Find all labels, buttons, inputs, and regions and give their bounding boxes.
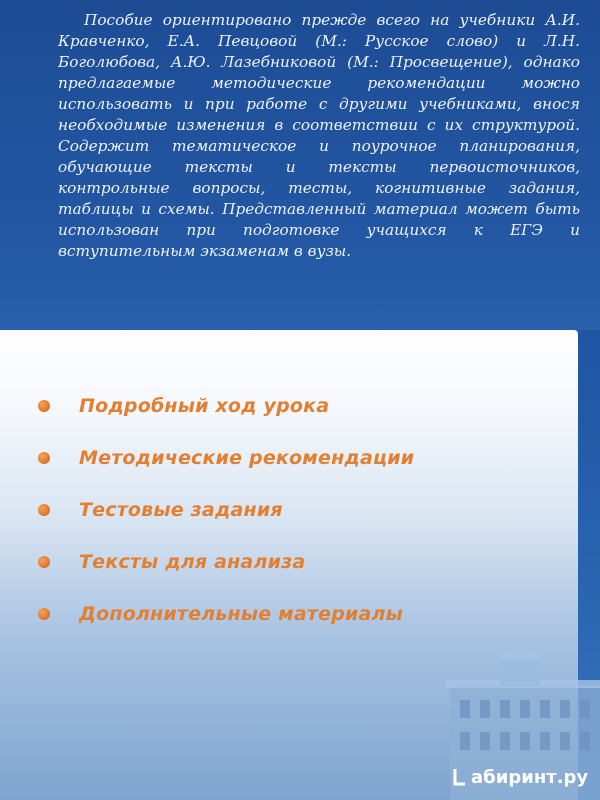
feature-label: Тексты для анализа bbox=[79, 551, 306, 573]
bullet-icon bbox=[38, 452, 50, 464]
watermark-text: абиринт.ру bbox=[471, 766, 589, 788]
list-item bbox=[38, 380, 414, 432]
features-list bbox=[38, 380, 414, 640]
list-item bbox=[38, 484, 414, 536]
bullet-icon bbox=[38, 608, 50, 620]
list-item bbox=[38, 536, 414, 588]
list-item bbox=[38, 432, 414, 484]
watermark-logo bbox=[453, 764, 588, 790]
feature-label: Тестовые задания bbox=[79, 499, 283, 521]
feature-label: Дополнительные материалы bbox=[79, 603, 404, 625]
bullet-icon bbox=[38, 556, 50, 568]
labyrinth-icon bbox=[453, 768, 467, 786]
bullet-icon bbox=[38, 400, 50, 412]
bullet-icon bbox=[38, 504, 50, 516]
list-item bbox=[38, 588, 414, 640]
feature-label: Методические рекомендации bbox=[79, 447, 415, 469]
description-text: Пособие ориентировано прежде всего на учебники А.И. Кравченко, Е.А. Певцовой (М.: Русское слово) и Л.Н. Боголюбова, А.Ю. Лазебниковой (М.: Просвещение), однако предлагаемые методические рекомендации можно использовать и при работе с другими учебниками, внося необходимые изменения в соответствии с их структурой. Содержит тематическое и поурочное планирования, обучающие тексты и тексты первоисточников, контрольные вопросы, тесты, когнитивные задания, таблицы и схемы. Представленный материал может быть использован при подготовке учащихся к ЕГЭ и вступительным экзаменам в вузы. bbox=[58, 11, 580, 260]
feature-label: Подробный ход урока bbox=[79, 395, 330, 417]
